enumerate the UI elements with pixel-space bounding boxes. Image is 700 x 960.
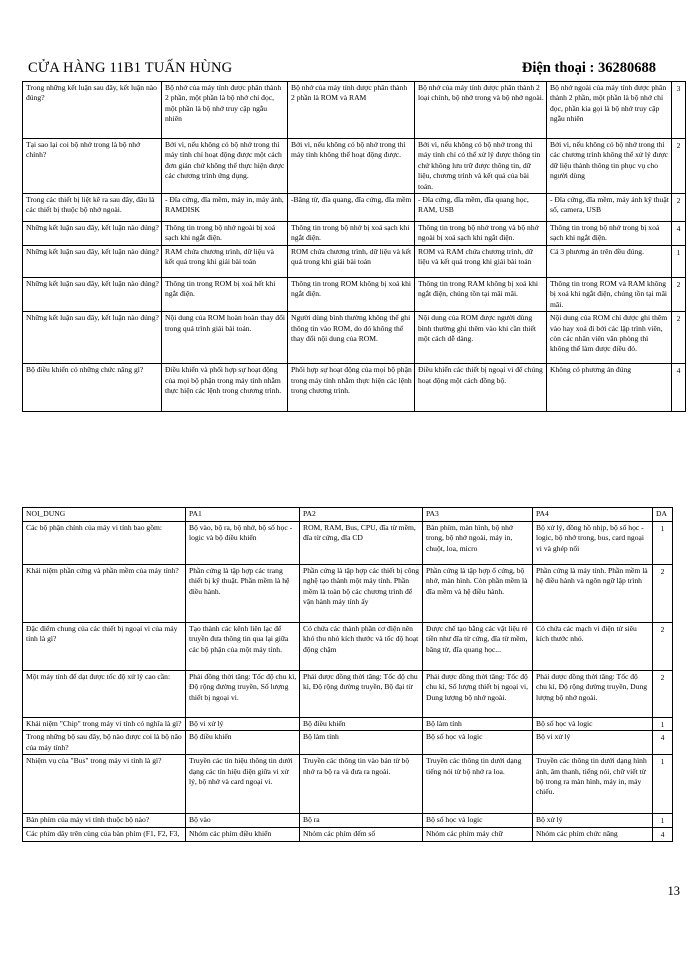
- header-cell-da: DA: [653, 508, 673, 522]
- answer-option-cell: Bộ xử lý: [533, 814, 653, 828]
- answer-option-cell: Bộ nhớ của máy tính được phân thành 2 loại chính, bộ nhớ trong và bộ nhớ ngoài.: [415, 82, 547, 139]
- table-row: [23, 565, 673, 623]
- answer-option-cell: Không có phương án đúng: [547, 364, 672, 412]
- answer-option-cell: Thông tin trong ROM và RAM không bị xoá khi ngắt điện, chúng tồn tại mãi mãi.: [547, 278, 672, 312]
- table-row: [23, 278, 686, 312]
- header-cell-pa4: PA4: [533, 508, 653, 522]
- answer-option-cell: Thông tin trong bộ nhớ trong và bộ nhớ ngoài bị xoá sạch khi ngắt điện.: [415, 222, 547, 246]
- question-cell: Những kết luận sau đây, kết luận nào đúng?: [23, 246, 162, 278]
- answer-key-cell: 1: [653, 755, 673, 814]
- answer-key-cell: 1: [653, 814, 673, 828]
- answer-key-cell: 2: [672, 194, 686, 222]
- answer-option-cell: Bộ ra: [300, 814, 423, 828]
- answer-option-cell: Thông tin trong bộ nhớ ngoài bị xoá sạch khi ngắt điện.: [162, 222, 288, 246]
- table-row: [23, 312, 686, 364]
- answer-key-cell: 2: [672, 312, 686, 364]
- answer-key-cell: 2: [653, 671, 673, 718]
- answer-option-cell: Được chế tạo bằng các vật liệu rẻ tiền như đĩa từ cứng, đĩa từ mềm, băng từ, đĩa quang học...: [423, 623, 533, 671]
- page-number: 13: [667, 884, 680, 898]
- answer-option-cell: RAM chứa chương trình, dữ liệu và kết quả trong khi giải bài toán: [162, 246, 288, 278]
- table-row: [23, 755, 673, 814]
- answer-option-cell: Thông tin trong ROM bị xoá hết khi ngắt điện.: [162, 278, 288, 312]
- answer-key-cell: 4: [672, 364, 686, 412]
- answer-option-cell: Nhóm các phím chức năng: [533, 828, 653, 842]
- answer-option-cell: Bởi vì, nếu không có bộ nhớ trong thì các chương trình không thể xử lý được dữ liệu thành thông tin phục vụ cho người dùng: [547, 139, 672, 194]
- answer-option-cell: Bộ điều khiển: [300, 718, 423, 731]
- question-cell: Tại sao lại coi bộ nhớ trong là bộ nhớ chính?: [23, 139, 162, 194]
- answer-key-cell: 2: [653, 623, 673, 671]
- question-cell: Trong những bộ sau đây, bộ nào được coi là bộ não của máy tính?: [23, 731, 186, 755]
- answer-option-cell: - Đĩa cứng, đĩa mềm, máy ảnh kỹ thuật số, camera, USB: [547, 194, 672, 222]
- answer-option-cell: Truyền các thông tin vào bản từ bộ nhớ ra bộ ra và đưa ra ngoài.: [300, 755, 423, 814]
- answer-option-cell: Bộ làm tính: [423, 718, 533, 731]
- question-cell: Những kết luận sau đây, kết luận nào đúng?: [23, 222, 162, 246]
- header-cell-pa2: PA2: [300, 508, 423, 522]
- answer-key-cell: 1: [672, 246, 686, 278]
- header-cell-noi-dung: NOI_DUNG: [23, 508, 186, 522]
- answer-option-cell: Điều khiển các thiết bị ngoại vi để chúng hoạt động một cách đồng bộ.: [415, 364, 547, 412]
- answer-key-cell: 1: [653, 718, 673, 731]
- table-row: [23, 82, 686, 139]
- answer-option-cell: Bộ vào, bộ ra, bộ nhớ, bộ số học - logic và bộ điều khiển: [186, 522, 300, 565]
- question-cell: Các bộ phận chính của máy vi tính bao gồm:: [23, 522, 186, 565]
- table-row: [23, 731, 673, 755]
- table-row: [23, 718, 673, 731]
- answer-option-cell: Thông tin trong bộ nhớ bị xoá sạch khi ngắt điện.: [288, 222, 415, 246]
- answer-option-cell: Bộ vi xử lý: [533, 731, 653, 755]
- answer-option-cell: - Đĩa cứng, đĩa mềm, đĩa quang học, RAM, USB: [415, 194, 547, 222]
- question-cell: Khái niệm "Chip" trong máy vi tính có nghĩa là gì?: [23, 718, 186, 731]
- answer-option-cell: Thông tin trong bộ nhớ trong bị xoá sạch khi ngắt điện.: [547, 222, 672, 246]
- answer-option-cell: Bộ điều khiển: [186, 731, 300, 755]
- question-cell: Những kết luận sau đây, kết luận nào đúng?: [23, 312, 162, 364]
- question-cell: Những kết luận sau đây, kết luận nào đúng?: [23, 278, 162, 312]
- answer-option-cell: Phải được đồng thời tăng: Tốc độ chu kì, Độ rộng đường truyền, Dung lượng bộ nhớ ngoài.: [533, 671, 653, 718]
- answer-option-cell: Truyền các thông tin dưới dạng tiếng nói từ bộ nhớ ra loa.: [423, 755, 533, 814]
- answer-option-cell: Bởi vì, nếu không có bộ nhớ trong thì máy tính không thể hoạt động được.: [288, 139, 415, 194]
- answer-option-cell: Người dùng bình thường không thể ghi thông tin vào ROM, do đó không thể thay đổi nội dung của ROM.: [288, 312, 415, 364]
- answer-option-cell: Truyền các thông tin dưới dạng hình ảnh, âm thanh, tiếng nói, chữ viết từ bộ trong ra màn hình, máy in, máy chiếu.: [533, 755, 653, 814]
- answer-option-cell: Nội dung của ROM được người dùng bình thường ghi thêm vào khi cần thiết một cách dễ dàng.: [415, 312, 547, 364]
- answer-option-cell: Có chứa các thành phần cơ điện nên khó thu nhỏ kích thước và tốc độ hoạt động chậm: [300, 623, 423, 671]
- answer-key-cell: 4: [653, 828, 673, 842]
- answer-option-cell: Tạo thành các kênh liên lạc để truyền đưa thông tin qua lại giữa các bộ phận của một máy tính.: [186, 623, 300, 671]
- answer-key-cell: 4: [672, 222, 686, 246]
- answer-option-cell: Phần cứng là máy tính. Phần mềm là hệ điều hành và ngôn ngữ lập trình: [533, 565, 653, 623]
- answer-option-cell: Phần cứng là tập hợp các thiết bị công nghệ tạo thành một máy tính. Phần mềm là toàn bộ các chương trình để vận hành máy tính ấy: [300, 565, 423, 623]
- answer-option-cell: Thông tin trong ROM không bị xoá khi ngắt điện.: [288, 278, 415, 312]
- answer-key-cell: 3: [672, 82, 686, 139]
- header-cell-pa1: PA1: [186, 508, 300, 522]
- page-header: [22, 60, 672, 80]
- table-row: [23, 671, 673, 718]
- answer-option-cell: Bộ nhớ ngoài của máy tính được phân thành 2 phần, một phần là bộ nhớ chỉ đọc, phần kia gọi là bộ nhớ truy cập ngẫu nhiên: [547, 82, 672, 139]
- answer-option-cell: Nhóm các phím điều khiển: [186, 828, 300, 842]
- question-cell: Các phím dãy trên cùng của bàn phím (F1, F2, F3,: [23, 828, 186, 842]
- shop-name: CỬA HÀNG 11B1 TUẤN HÙNG: [28, 60, 233, 76]
- question-table-1-body: [23, 82, 686, 412]
- answer-option-cell: Nội dung của ROM chỉ được ghi thêm vào hay xoá đi bởi các lập trình viên, còn các nhân viên văn phòng thì không thể làm được điều đó.: [547, 312, 672, 364]
- table-row: [23, 814, 673, 828]
- table-row: [23, 828, 673, 842]
- answer-option-cell: Cả 3 phương án trên đều đúng.: [547, 246, 672, 278]
- question-cell: Bộ điều khiển có những chức năng gì?: [23, 364, 162, 412]
- answer-option-cell: -Băng từ, đĩa quang, đĩa cứng, đĩa mềm: [288, 194, 415, 222]
- question-cell: Trong các thiết bị liệt kê ra sau đây, đâu là các thiết bị thuộc bộ nhớ ngoài.: [23, 194, 162, 222]
- answer-option-cell: Bộ số học và logic: [533, 718, 653, 731]
- question-table-2: [22, 507, 673, 842]
- answer-option-cell: Phải đồng thời tăng: Tốc độ chu kì, Độ rộng đường truyền, Số lượng thiết bị ngoại vi.: [186, 671, 300, 718]
- table-header-row: [23, 508, 673, 522]
- question-cell: Bàn phím của máy vi tính thuộc bộ nào?: [23, 814, 186, 828]
- answer-option-cell: Phải được đồng thời tăng: Tốc độ chu kì, Số lượng thiết bị ngoại vi, Dung lượng bộ nhớ ngoài.: [423, 671, 533, 718]
- header-cell-pa3: PA3: [423, 508, 533, 522]
- question-table-1: [22, 81, 686, 412]
- answer-option-cell: Bộ làm tính: [300, 731, 423, 755]
- answer-option-cell: Thông tin trong RAM không bị xoá khi ngắt điện, chúng tồn tại mãi mãi.: [415, 278, 547, 312]
- phone-number: Điện thoại : 36280688: [521, 60, 656, 76]
- answer-option-cell: Truyền các tín hiệu thông tin dưới dạng các tín hiệu điện giữa vi xử lý, bộ nhớ và card ngoại vi.: [186, 755, 300, 814]
- answer-option-cell: Bộ vi xử lý: [186, 718, 300, 731]
- answer-option-cell: Bộ số học và logic: [423, 814, 533, 828]
- answer-key-cell: 2: [653, 565, 673, 623]
- answer-option-cell: ROM chứa chương trình, dữ liệu và kết quả trong khi giải bài toán: [288, 246, 415, 278]
- answer-option-cell: Bộ vào: [186, 814, 300, 828]
- answer-option-cell: Bàn phím, màn hình, bộ nhớ trong, bộ nhớ ngoài, máy in, chuột, loa, micro: [423, 522, 533, 565]
- question-cell: Đặc điểm chung của các thiết bị ngoại vi của máy tính là gì?: [23, 623, 186, 671]
- table-row: [23, 222, 686, 246]
- question-cell: Một máy tính để dạt được tốc độ xử lý cao cần:: [23, 671, 186, 718]
- answer-option-cell: Nội dung của ROM hoàn hoàn thay đổi trong quá trình giải bài toán.: [162, 312, 288, 364]
- answer-option-cell: Bởi vì, nếu không có bộ nhớ trong thì máy tính chỉ hoạt động được một cách đơn giản chứ không thể thực hiện được các chương trình ứng dụng.: [162, 139, 288, 194]
- answer-key-cell: 2: [672, 139, 686, 194]
- answer-option-cell: Bởi vì, nếu không có bộ nhớ trong thì máy tính chỉ có thể xử lý được thông tin chứ không lưu trữ được thông tin, dữ liệu, chương trình và kết quả của bài toán.: [415, 139, 547, 194]
- answer-option-cell: Bộ số học và logic: [423, 731, 533, 755]
- answer-option-cell: Bộ nhớ của máy tính được phân thành 2 phần, một phần là bộ nhớ chỉ đọc, một phần là bộ nhớ truy cập ngẫu nhiên: [162, 82, 288, 139]
- answer-option-cell: ROM, RAM, Bus, CPU, đĩa từ mềm, đĩa từ cứng, đĩa CD: [300, 522, 423, 565]
- answer-option-cell: Nhóm các phím máy chữ: [423, 828, 533, 842]
- table-row: [23, 139, 686, 194]
- answer-option-cell: Phần cứng là tập hợp ổ cứng, bộ nhớ, màn hình. Còn phần mềm là đĩa mềm và hệ điều hành.: [423, 565, 533, 623]
- answer-key-cell: 1: [653, 522, 673, 565]
- question-cell: Khái niệm phần cứng và phần mềm của máy tính?: [23, 565, 186, 623]
- answer-option-cell: Phải được đồng thời tăng: Tốc độ chu kì, Độ rộng đường truyền, Bộ đại từ: [300, 671, 423, 718]
- table-row: [23, 364, 686, 412]
- answer-option-cell: Có chứa các mạch vi điện tử siêu kích thước nhỏ.: [533, 623, 653, 671]
- answer-option-cell: Điều khiển và phối hợp sự hoạt động của mọi bộ phận trong máy tính nhằm thực hiện các lệnh trong chương trình.: [162, 364, 288, 412]
- answer-key-cell: 2: [672, 278, 686, 312]
- answer-option-cell: Nhóm các phím đếm số: [300, 828, 423, 842]
- answer-key-cell: 4: [653, 731, 673, 755]
- table-row: [23, 522, 673, 565]
- answer-option-cell: Bộ nhớ của máy tính được phân thành 2 phần là ROM và RAM: [288, 82, 415, 139]
- answer-option-cell: ROM và RAM chứa chương trình, dữ liệu và kết quả trong khi giải bài toán: [415, 246, 547, 278]
- answer-option-cell: - Đĩa cứng, đĩa mềm, máy in, máy ảnh, RAMDISK: [162, 194, 288, 222]
- question-cell: Trong những kết luận sau đây, kết luận nào đúng?: [23, 82, 162, 139]
- question-table-2-body: [23, 508, 673, 842]
- table-row: [23, 246, 686, 278]
- answer-option-cell: Phối hợp sự hoạt động của mọi bộ phận trong máy tính nhằm thực hiện các lệnh trong chương trình.: [288, 364, 415, 412]
- question-cell: Nhiệm vụ của "Bus" trong máy vi tính là gì?: [23, 755, 186, 814]
- table-row: [23, 194, 686, 222]
- table-row: [23, 623, 673, 671]
- answer-option-cell: Bộ xử lý, đồng hồ nhịp, bộ số học - logic, bộ nhớ trong, bus, card ngoại vi và ghép nối: [533, 522, 653, 565]
- answer-option-cell: Phần cứng là tập hợp các trang thiết bị kỹ thuật. Phần mềm là hệ điều hành.: [186, 565, 300, 623]
